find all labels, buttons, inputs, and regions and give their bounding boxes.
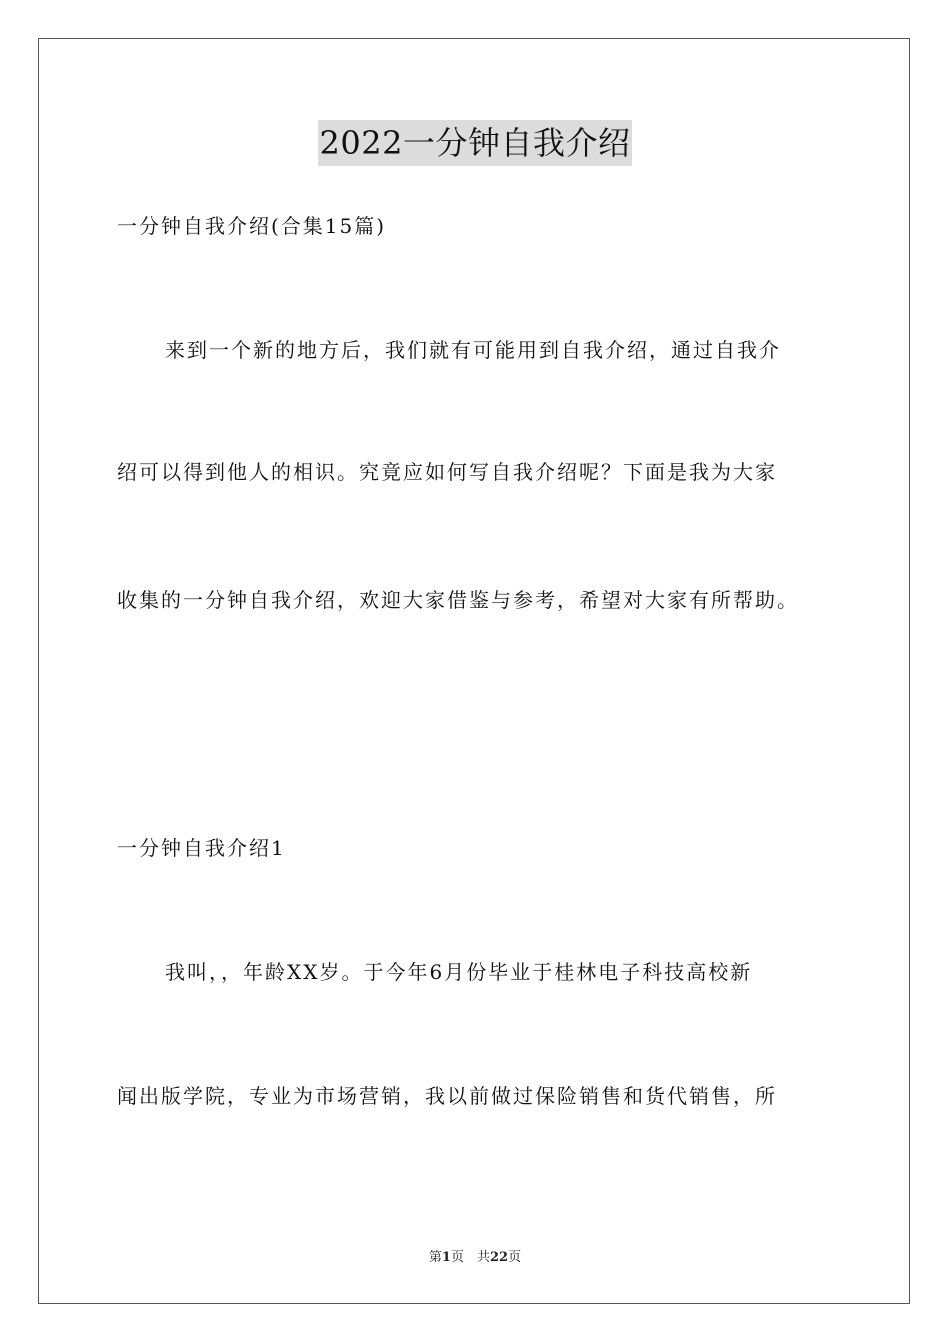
intro-line-3: 收集的一分钟自我介绍，欢迎大家借鉴与参考，希望对大家有所帮助。 <box>117 588 799 612</box>
document-title: 2022一分钟自我介绍 <box>318 120 633 166</box>
footer-prefix: 第 <box>428 1250 442 1265</box>
footer-page-total: 22 <box>489 1250 509 1265</box>
page-footer <box>0 1246 950 1265</box>
document-subtitle: 一分钟自我介绍(合集15篇) <box>117 214 387 238</box>
section-heading: 一分钟自我介绍1 <box>117 836 286 860</box>
intro-line-2: 绍可以得到他人的相识。究竟应如何写自我介绍呢？下面是我为大家 <box>117 460 777 484</box>
footer-suffix: 页 <box>508 1250 522 1265</box>
intro-line-1: 来到一个新的地方后，我们就有可能用到自我介绍，通过自我介 <box>165 338 781 362</box>
footer-mid: 页 共 <box>450 1250 490 1265</box>
title-container <box>0 120 950 166</box>
section-line-1: 我叫，，年龄XX岁。于今年6月份毕业于桂林电子科技高校新 <box>165 960 753 984</box>
section-line-2: 闻出版学院，专业为市场营销，我以前做过保险销售和货代销售，所 <box>117 1084 777 1108</box>
footer-page-number: 1 <box>441 1250 451 1265</box>
